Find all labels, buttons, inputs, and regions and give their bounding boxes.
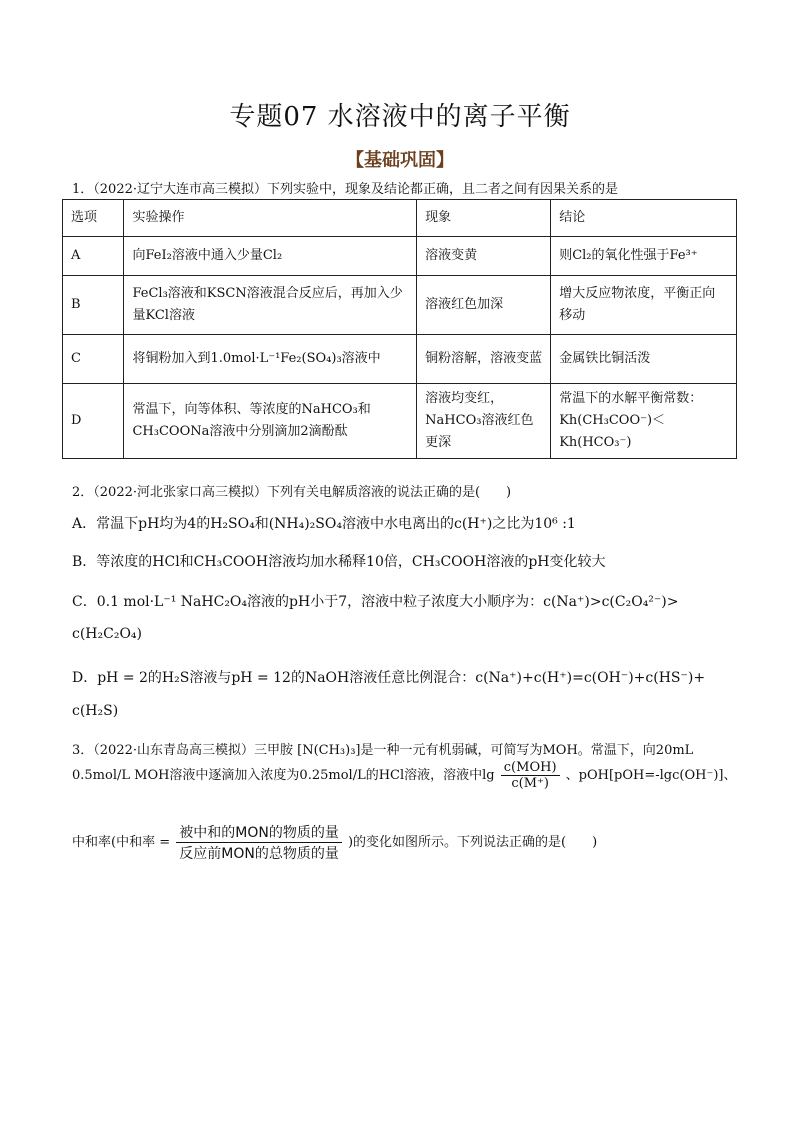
row-conclusion: 增大反应物浓度，平衡正向移动 [551,276,737,335]
question-3-line3-tail: )的变化如图所示。下列说法正确的是( ) [347,835,598,850]
row-phenomenon: 溶液变黄 [417,237,551,276]
row-operation: 向FeI₂溶液中通入少量Cl₂ [124,237,417,276]
question-3-line1: 3．（2022·山东青岛高三模拟）三甲胺 [N(CH₃)₃]是一种一元有机弱碱，可简写为MOH。常温下，向20mL [72,743,694,758]
header-conclusion: 结论 [551,200,737,237]
row-option: C [63,335,124,384]
table-row [63,237,737,276]
row-phenomenon: 溶液红色加深 [417,276,551,335]
table-row [63,335,737,384]
row-option: D [63,384,124,459]
row-conclusion: 则Cl₂的氧化性强于Fe³⁺ [551,237,737,276]
page-title: 专题07 水溶液中的离子平衡 [229,102,571,132]
lg-fraction [501,760,560,791]
header-phenomenon: 现象 [417,200,551,237]
row-phenomenon: 铜粉溶解，溶液变蓝 [417,335,551,384]
question-3-line2 [72,760,736,791]
section-title: 【基础巩固】 [346,150,454,171]
row-option: A [63,237,124,276]
question-1-stem: 1．（2022·辽宁大连市高三模拟）下列实验中，现象及结论都正确，且二者之间有因果关系的是 [72,182,618,197]
table-header-row [63,200,737,237]
row-phenomenon: 溶液均变红，NaHCO₃溶液红色更深 [417,384,551,459]
question-2-option-a: A．常温下pH均为4的H₂SO₄和(NH₄)₂SO₄溶液中水电离出的c(H⁺)之比为10⁶ :1 [72,516,576,532]
header-option: 选项 [63,200,124,237]
row-option: B [63,276,124,335]
question-2-option-c-line1: C．0.1 mol·L⁻¹ NaHC₂O₄溶液的pH小于7，溶液中粒子浓度大小顺序为：c(Na⁺)>c(C₂O₄²⁻)> [72,594,679,610]
row-conclusion: 金属铁比铜活泼 [551,335,737,384]
table-row [63,384,737,459]
neutralization-rate-fraction [176,822,342,863]
question-2-option-c-line2: c(H₂C₂O₄) [72,626,142,642]
question-2-stem: 2．（2022·河北张家口高三模拟）下列有关电解质溶液的说法正确的是( ) [72,485,512,500]
question-2-option-b: B．等浓度的HCl和CH₃COOH溶液均加水稀释10倍，CH₃COOH溶液的pH变化较大 [72,554,606,570]
question-2-option-d-line1: D．pH = 2的H₂S溶液与pH = 12的NaOH溶液任意比例混合：c(Na⁺)+c(H⁺)=c(OH⁻)+c(HS⁻)+ [72,670,706,686]
lg-numerator: c(MOH) [501,760,560,776]
rate-numerator: 被中和的MON的物质的量 [176,822,342,843]
question-3-line3 [72,822,597,863]
question-2-option-d-line2: c(H₂S) [72,703,119,719]
row-operation: 将铜粉加入到1.0mol·L⁻¹Fe₂(SO₄)₃溶液中 [124,335,417,384]
question-3-line2-tail: 、pOH[pOH=-lgc(OH⁻)]、 [565,768,737,783]
row-operation: FeCl₃溶液和KSCN溶液混合反应后，再加入少量KCl溶液 [124,276,417,335]
row-operation: 常温下，向等体积、等浓度的NaHCO₃和CH₃COONa溶液中分别滴加2滴酚酞 [124,384,417,459]
lg-denominator: c(M⁺) [511,776,549,791]
question-3-line3-text: 中和率(中和率 = [72,835,171,850]
rate-denominator: 反应前MON的总物质的量 [179,846,339,862]
header-operation: 实验操作 [124,200,417,237]
question-1-table [62,199,737,459]
row-conclusion: 常温下的水解平衡常数：Kh(CH₃COO⁻)＜Kh(HCO₃⁻) [551,384,737,459]
question-3-line2-text: 0.5mol/L MOH溶液中逐滴加入浓度为0.25mol/L的HCl溶液，溶液中lg [72,768,495,783]
table-row [63,276,737,335]
